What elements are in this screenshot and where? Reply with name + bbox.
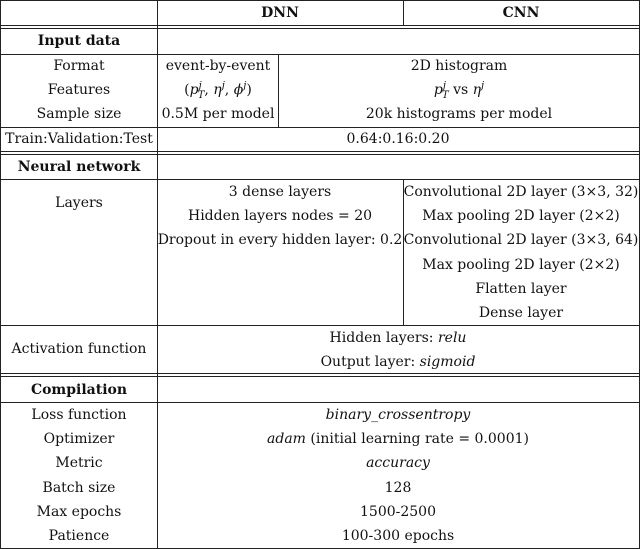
metric-value: accuracy	[366, 455, 430, 471]
layers-label: Layers	[55, 195, 103, 211]
rule	[0, 325, 640, 326]
rule	[0, 402, 640, 403]
dnn-header: DNN	[261, 5, 299, 21]
optimizer-label: Optimizer	[43, 431, 115, 447]
neural-network-title: Neural network	[17, 159, 141, 175]
format-dnn: event-by-event	[165, 58, 271, 74]
loss-function-value: binary_crossentropy	[325, 407, 471, 423]
cnn-layer-item: Convolutional 2D layer (3×3, 64)	[403, 232, 639, 248]
rule	[0, 54, 640, 55]
patience-label: Patience	[48, 528, 110, 544]
compilation-title: Compilation	[30, 382, 128, 398]
metric-label: Metric	[55, 455, 103, 471]
cnn-layer-item: Convolutional 2D layer (3×3, 32)	[403, 184, 639, 200]
batch-size-value: 128	[384, 480, 412, 496]
activation-hidden: Hidden layers: relu	[329, 330, 467, 346]
split-label: Train:Validation:Test	[5, 131, 153, 147]
cnn-layer-item: Dense layer	[478, 305, 564, 321]
rule	[0, 154, 640, 155]
dnn-layer-item: Dropout in every hidden layer: 0.2	[157, 232, 403, 248]
sample-size-dnn: 0.5M per model	[161, 106, 275, 122]
cnn-layer-item: Max pooling 2D layer (2×2)	[422, 257, 620, 273]
rule	[0, 127, 640, 128]
features-dnn: ($p^j_T$, $\eta^j$, $\phi^j$)	[184, 80, 252, 101]
format-cnn: 2D histogram	[410, 58, 508, 74]
cnn-header: CNN	[502, 5, 540, 21]
activation-label: Activation function	[11, 341, 147, 357]
rule	[0, 151, 640, 152]
rule	[0, 376, 640, 377]
batch-size-label: Batch size	[42, 480, 116, 496]
max-epochs-label: Max epochs	[36, 504, 122, 520]
rule	[0, 179, 640, 180]
rule	[403, 0, 404, 26]
features-cnn: $p^j_T$ vs $\eta^j$	[433, 80, 485, 101]
optimizer-value: adam (initial learning rate = 0.0001)	[267, 431, 529, 447]
input-data-title: Input data	[37, 33, 121, 49]
rule	[0, 0, 1, 549]
sample-size-cnn: 20k histograms per model	[365, 106, 553, 122]
format-label: Format	[53, 58, 105, 74]
rule	[0, 28, 640, 29]
sample-size-label: Sample size	[36, 106, 122, 122]
max-epochs-value: 1500-2500	[360, 504, 436, 520]
loss-function-label: Loss function	[31, 407, 127, 423]
rule	[278, 54, 279, 128]
activation-output: Output layer: sigmoid	[320, 354, 476, 370]
rule	[0, 25, 640, 26]
cnn-layer-item: Max pooling 2D layer (2×2)	[422, 208, 620, 224]
rule	[0, 0, 640, 1]
dnn-layer-item: 3 dense layers	[228, 184, 332, 200]
rule	[403, 179, 404, 326]
cnn-layer-item: Flatten layer	[475, 281, 567, 297]
split-value: 0.64:0.16:0.20	[346, 131, 450, 147]
patience-value: 100-300 epochs	[341, 528, 455, 544]
features-label: Features	[47, 82, 111, 98]
dnn-layer-item: Hidden layers nodes = 20	[187, 208, 373, 224]
rule	[0, 373, 640, 374]
rule	[157, 0, 158, 549]
